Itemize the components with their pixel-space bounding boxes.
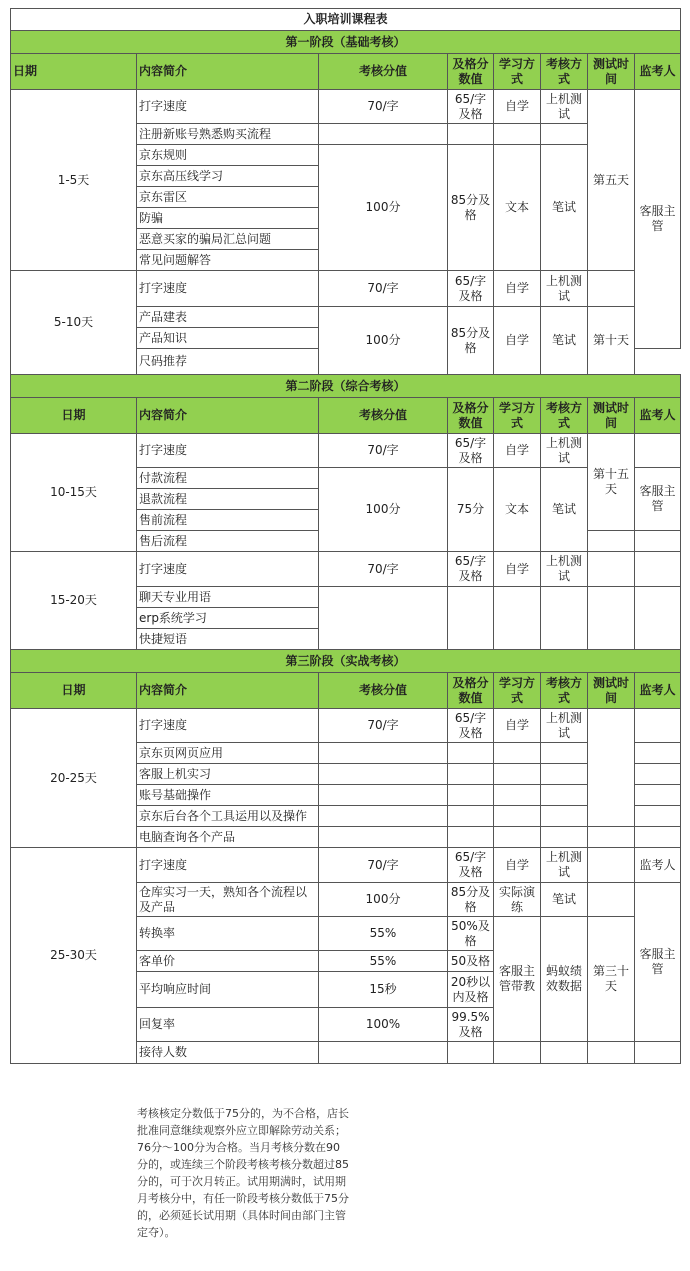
content-cell: 转换率: [137, 917, 319, 951]
pass-cell: 65/字及格: [448, 271, 494, 307]
content-cell: 防骗: [137, 208, 319, 229]
header-pass: 及格分数值: [448, 398, 494, 434]
header-study: 学习方式: [494, 398, 541, 434]
content-cell: 打字速度: [137, 709, 319, 743]
period-cell: 10-15天: [11, 434, 137, 552]
content-cell: 退款流程: [137, 489, 319, 510]
content-cell: 产品知识: [137, 328, 319, 349]
score-cell: 70/字: [319, 271, 448, 307]
period-cell: 20-25天: [11, 709, 137, 848]
score-cell: 70/字: [319, 709, 448, 743]
content-cell: 恶意买家的骗局汇总问题: [137, 229, 319, 250]
content-cell: 回复率: [137, 1008, 319, 1042]
study-cell: 自学: [494, 552, 541, 587]
header-exam: 考核方式: [541, 673, 588, 709]
score-cell: 70/字: [319, 848, 448, 883]
content-cell: 京东雷区: [137, 187, 319, 208]
score-cell: 70/字: [319, 434, 448, 468]
header-proctor: 监考人: [635, 398, 681, 434]
header-score: 考核分值: [319, 673, 448, 709]
pass-cell: 65/字及格: [448, 552, 494, 587]
pass-cell: 65/字及格: [448, 709, 494, 743]
period-cell: 5-10天: [11, 271, 137, 375]
header-study: 学习方式: [494, 673, 541, 709]
proctor-cell: 客服主管: [635, 90, 681, 349]
exam-cell: 上机测试: [541, 848, 588, 883]
proctor-cell: 客服主管: [635, 883, 681, 1042]
exam-cell: 上机测试: [541, 271, 588, 307]
content-cell: 京东后台各个工具运用以及操作: [137, 806, 319, 827]
content-cell: 京东规则: [137, 145, 319, 166]
study-cell: 文本: [494, 468, 541, 552]
content-cell: 打字速度: [137, 848, 319, 883]
stage-1-header-row: [11, 54, 681, 90]
pass-cell: 50及格: [448, 951, 494, 972]
content-cell: 打字速度: [137, 434, 319, 468]
exam-cell: 上机测试: [541, 90, 588, 124]
pass-cell: 65/字及格: [448, 434, 494, 468]
period-cell: 25-30天: [11, 848, 137, 1064]
header-content: 内容简介: [137, 54, 319, 90]
test-time-cell: 第五天: [588, 90, 635, 271]
table-row: [11, 90, 681, 124]
score-cell: 55%: [319, 917, 448, 951]
header-content: 内容简介: [137, 398, 319, 434]
exam-cell: 笔试: [541, 307, 588, 375]
stage-2-header-row: [11, 398, 681, 434]
content-cell: 京东高压线学习: [137, 166, 319, 187]
score-cell: 70/字: [319, 90, 448, 124]
stage-2-title: 第二阶段（综合考核）: [11, 375, 681, 398]
score-cell: 100%: [319, 1008, 448, 1042]
header-date: 日期: [11, 673, 137, 709]
study-cell: 自学: [494, 848, 541, 883]
header-date: 日期: [11, 54, 137, 90]
stage-3-title: 第三阶段（实战考核）: [11, 650, 681, 673]
header-pass: 及格分数值: [448, 673, 494, 709]
exam-cell: 上机测试: [541, 552, 588, 587]
test-time-cell: 第十五天: [588, 434, 635, 531]
header-proctor: 监考人: [635, 54, 681, 90]
content-cell: 平均响应时间: [137, 972, 319, 1008]
table-row: [11, 848, 681, 883]
score-cell: 15秒: [319, 972, 448, 1008]
pass-cell: 85分及格: [448, 145, 494, 271]
content-cell: 售前流程: [137, 510, 319, 531]
content-cell: 聊天专业用语: [137, 587, 319, 608]
content-cell: 打字速度: [137, 271, 319, 307]
content-cell: 账号基础操作: [137, 785, 319, 806]
score-cell: 100分: [319, 145, 448, 271]
proctor-cell: 客服主管: [635, 468, 681, 531]
study-cell: 文本: [494, 145, 541, 271]
period-cell: 15-20天: [11, 552, 137, 650]
stage-1-title: 第一阶段（基础考核）: [11, 31, 681, 54]
header-test-time: 测试时间: [588, 398, 635, 434]
score-cell: 100分: [319, 307, 448, 375]
header-exam: 考核方式: [541, 54, 588, 90]
study-cell: 自学: [494, 434, 541, 468]
header-content: 内容简介: [137, 673, 319, 709]
score-cell: 100分: [319, 883, 448, 917]
table-row: [11, 434, 681, 468]
header-score: 考核分值: [319, 54, 448, 90]
pass-cell: 85分及格: [448, 883, 494, 917]
training-schedule-table: [10, 8, 681, 1064]
content-cell: 常见问题解答: [137, 250, 319, 271]
score-cell: 55%: [319, 951, 448, 972]
pass-cell: 85分及格: [448, 307, 494, 375]
test-time-cell: 第十天: [588, 307, 635, 375]
header-proctor: 监考人: [635, 673, 681, 709]
table-row: [11, 552, 681, 587]
pass-cell: 50%及格: [448, 917, 494, 951]
stage-3-header-row: [11, 673, 681, 709]
table-row: [11, 709, 681, 743]
study-cell: 自学: [494, 709, 541, 743]
schedule-title: 入职培训课程表: [11, 9, 681, 31]
header-test-time: 测试时间: [588, 54, 635, 90]
period-cell: 1-5天: [11, 90, 137, 271]
header-test-time: 测试时间: [588, 673, 635, 709]
exam-cell: 上机测试: [541, 709, 588, 743]
study-cell: 自学: [494, 307, 541, 375]
exam-cell: 蚂蚁绩效数据: [541, 917, 588, 1042]
study-cell: 实际演练: [494, 883, 541, 917]
proctor-cell: 监考人: [635, 848, 681, 883]
header-study: 学习方式: [494, 54, 541, 90]
test-time-cell: 第三十天: [588, 917, 635, 1042]
score-cell: 70/字: [319, 552, 448, 587]
header-score: 考核分值: [319, 398, 448, 434]
study-cell: 自学: [494, 271, 541, 307]
content-cell: 客服上机实习: [137, 764, 319, 785]
content-cell: 接待人数: [137, 1042, 319, 1064]
header-date: 日期: [11, 398, 137, 434]
content-cell: erp系统学习: [137, 608, 319, 629]
header-exam: 考核方式: [541, 398, 588, 434]
pass-cell: 65/字及格: [448, 90, 494, 124]
content-cell: 尺码推荐: [137, 349, 319, 375]
exam-cell: 笔试: [541, 883, 588, 917]
content-cell: 打字速度: [137, 552, 319, 587]
content-cell: 售后流程: [137, 531, 319, 552]
content-cell: 打字速度: [137, 90, 319, 124]
pass-cell: 99.5%及格: [448, 1008, 494, 1042]
assessment-note: 考核核定分数低于75分的，为不合格，店长批准同意继续观察外应立即解除劳动关系；76分～100分为合格。当月考核分数在90分的，或连续三个阶段考核考核分数超过85分的，可于次月转正。试用期满时，试用期月考核分中，有任一阶段考核分数低于75分的，必须延长试用期（具体时间由部门主管定夺）。: [137, 1107, 349, 1239]
table-row: [11, 271, 681, 307]
study-cell: 客服主管带教: [494, 917, 541, 1042]
exam-cell: 笔试: [541, 468, 588, 552]
study-cell: 自学: [494, 90, 541, 124]
header-pass: 及格分数值: [448, 54, 494, 90]
content-cell: 注册新账号熟悉购买流程: [137, 124, 319, 145]
score-cell: 100分: [319, 468, 448, 552]
content-cell: 付款流程: [137, 468, 319, 489]
content-cell: 仓库实习一天，熟知各个流程以及产品: [137, 883, 319, 917]
pass-cell: 20秒以内及格: [448, 972, 494, 1008]
content-cell: 电脑查询各个产品: [137, 827, 319, 848]
exam-cell: 上机测试: [541, 434, 588, 468]
content-cell: 产品建表: [137, 307, 319, 328]
content-cell: 京东页网页应用: [137, 743, 319, 764]
exam-cell: 笔试: [541, 145, 588, 271]
content-cell: 客单价: [137, 951, 319, 972]
pass-cell: 75分: [448, 468, 494, 552]
pass-cell: 65/字及格: [448, 848, 494, 883]
content-cell: 快捷短语: [137, 629, 319, 650]
